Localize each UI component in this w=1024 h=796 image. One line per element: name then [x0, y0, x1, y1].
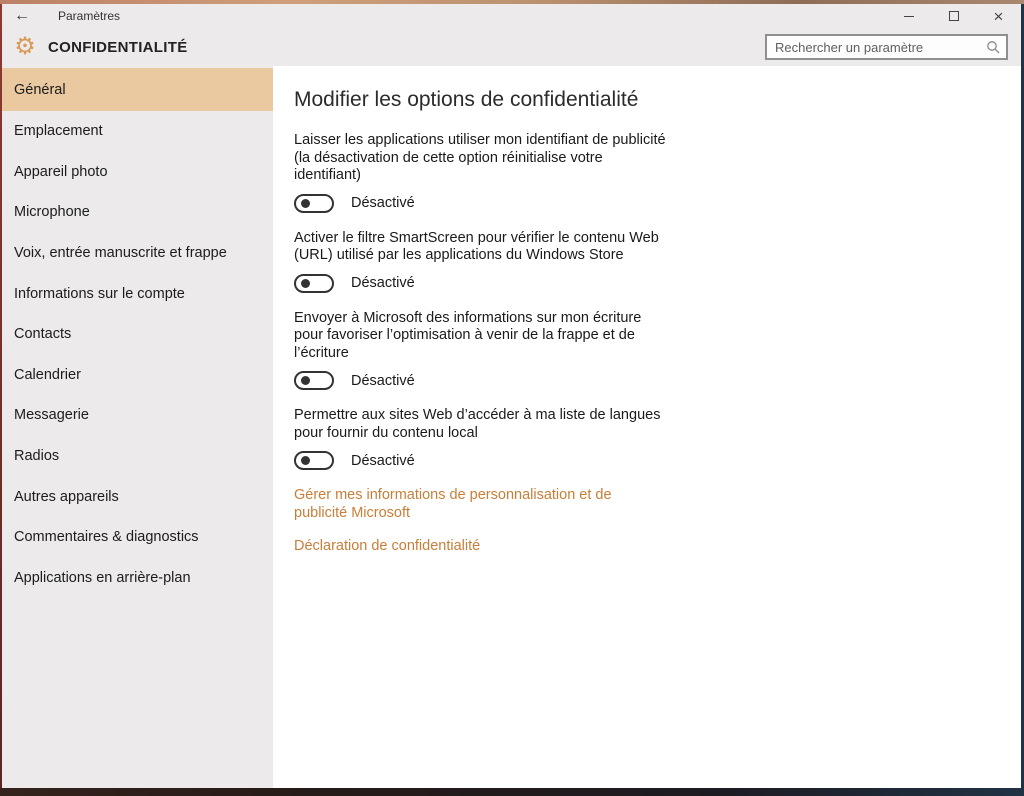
page-header [2, 28, 1021, 66]
sidebar-item-commentaires-diagnostics[interactable]: Commentaires & diagnostics [14, 529, 199, 546]
setting-description: Envoyer à Microsoft des informations sur mon écriture pour favoriser l’optimisation à venir de la frappe et de l’écriture [294, 309, 642, 361]
toggle-knob [301, 456, 310, 465]
toggle-state-label: Désactivé [351, 372, 415, 389]
toggle-row [294, 194, 666, 213]
setting-language-list [294, 407, 666, 470]
sidebar-item-applications-arriere-plan[interactable]: Applications en arrière-plan [14, 569, 191, 586]
sidebar [2, 66, 273, 788]
sidebar-item-microphone[interactable]: Microphone [14, 204, 90, 221]
minimize-button[interactable] [886, 4, 931, 28]
toggle-knob [301, 376, 310, 385]
setting-description: Permettre aux sites Web d’accéder à ma liste de langues pour fournir du contenu local [294, 407, 661, 441]
toggle-row [294, 451, 666, 470]
page-title: CONFIDENTIALITÉ [48, 38, 188, 56]
toggle-language-list[interactable] [294, 451, 334, 470]
sidebar-item-appareil-photo[interactable]: Appareil photo [14, 163, 108, 180]
back-arrow-icon: ← [14, 7, 30, 24]
toggle-knob [301, 199, 310, 208]
link-manage-personalization[interactable]: Gérer mes informations de personnalisation et de publicité Microsoft [294, 487, 612, 521]
close-button[interactable] [976, 4, 1021, 28]
toggle-row [294, 274, 666, 293]
toggle-state-label: Désactivé [351, 452, 415, 469]
link-privacy-statement[interactable]: Déclaration de confidentialité [294, 538, 481, 554]
links-section [294, 487, 981, 556]
search-icon [986, 40, 1000, 54]
close-icon: × [993, 6, 1004, 26]
title-bar [2, 4, 1021, 28]
search-input[interactable] [775, 40, 986, 55]
sidebar-item-autres-appareils[interactable]: Autres appareils [14, 488, 119, 505]
search-box[interactable] [765, 34, 1008, 60]
window-title: Paramètres [58, 9, 121, 23]
setting-advertising-id [294, 132, 666, 213]
sidebar-item-contacts[interactable]: Contacts [14, 326, 72, 343]
sidebar-item-emplacement[interactable]: Emplacement [14, 123, 103, 140]
setting-writing-info [294, 310, 666, 391]
maximize-button[interactable] [931, 4, 976, 28]
toggle-knob [301, 279, 310, 288]
sidebar-item-voix-frappe[interactable]: Voix, entrée manuscrite et frappe [14, 245, 227, 262]
setting-smartscreen [294, 230, 666, 293]
toggle-writing-info[interactable] [294, 371, 334, 390]
toggle-row [294, 371, 666, 390]
setting-description: Laisser les applications utiliser mon identifiant de publicité (la désactivation de cette option réinitialise votre identifiant) [294, 132, 666, 183]
app-body [2, 66, 1021, 788]
settings-window [2, 4, 1021, 788]
gear-icon: ⚙ [14, 33, 36, 60]
main-content [273, 66, 1021, 788]
content-title: Modifier les options de confidentialité [294, 88, 639, 111]
toggle-state-label: Désactivé [351, 275, 415, 291]
minimize-icon [904, 16, 914, 17]
sidebar-item-messagerie[interactable]: Messagerie [14, 407, 89, 424]
toggle-advertising-id[interactable] [294, 194, 334, 213]
back-button[interactable] [2, 4, 42, 28]
sidebar-item-informations-compte[interactable]: Informations sur le compte [14, 285, 185, 302]
setting-description: Activer le filtre SmartScreen pour vérifier le contenu Web (URL) utilisé par les applications du Windows Store [294, 229, 659, 263]
sidebar-item-calendrier[interactable]: Calendrier [14, 366, 81, 383]
sidebar-item-radios[interactable]: Radios [14, 448, 60, 465]
sidebar-item-general[interactable]: Général [2, 68, 273, 111]
toggle-state-label: Désactivé [351, 195, 415, 211]
maximize-icon [949, 11, 959, 21]
toggle-smartscreen[interactable] [294, 274, 334, 293]
